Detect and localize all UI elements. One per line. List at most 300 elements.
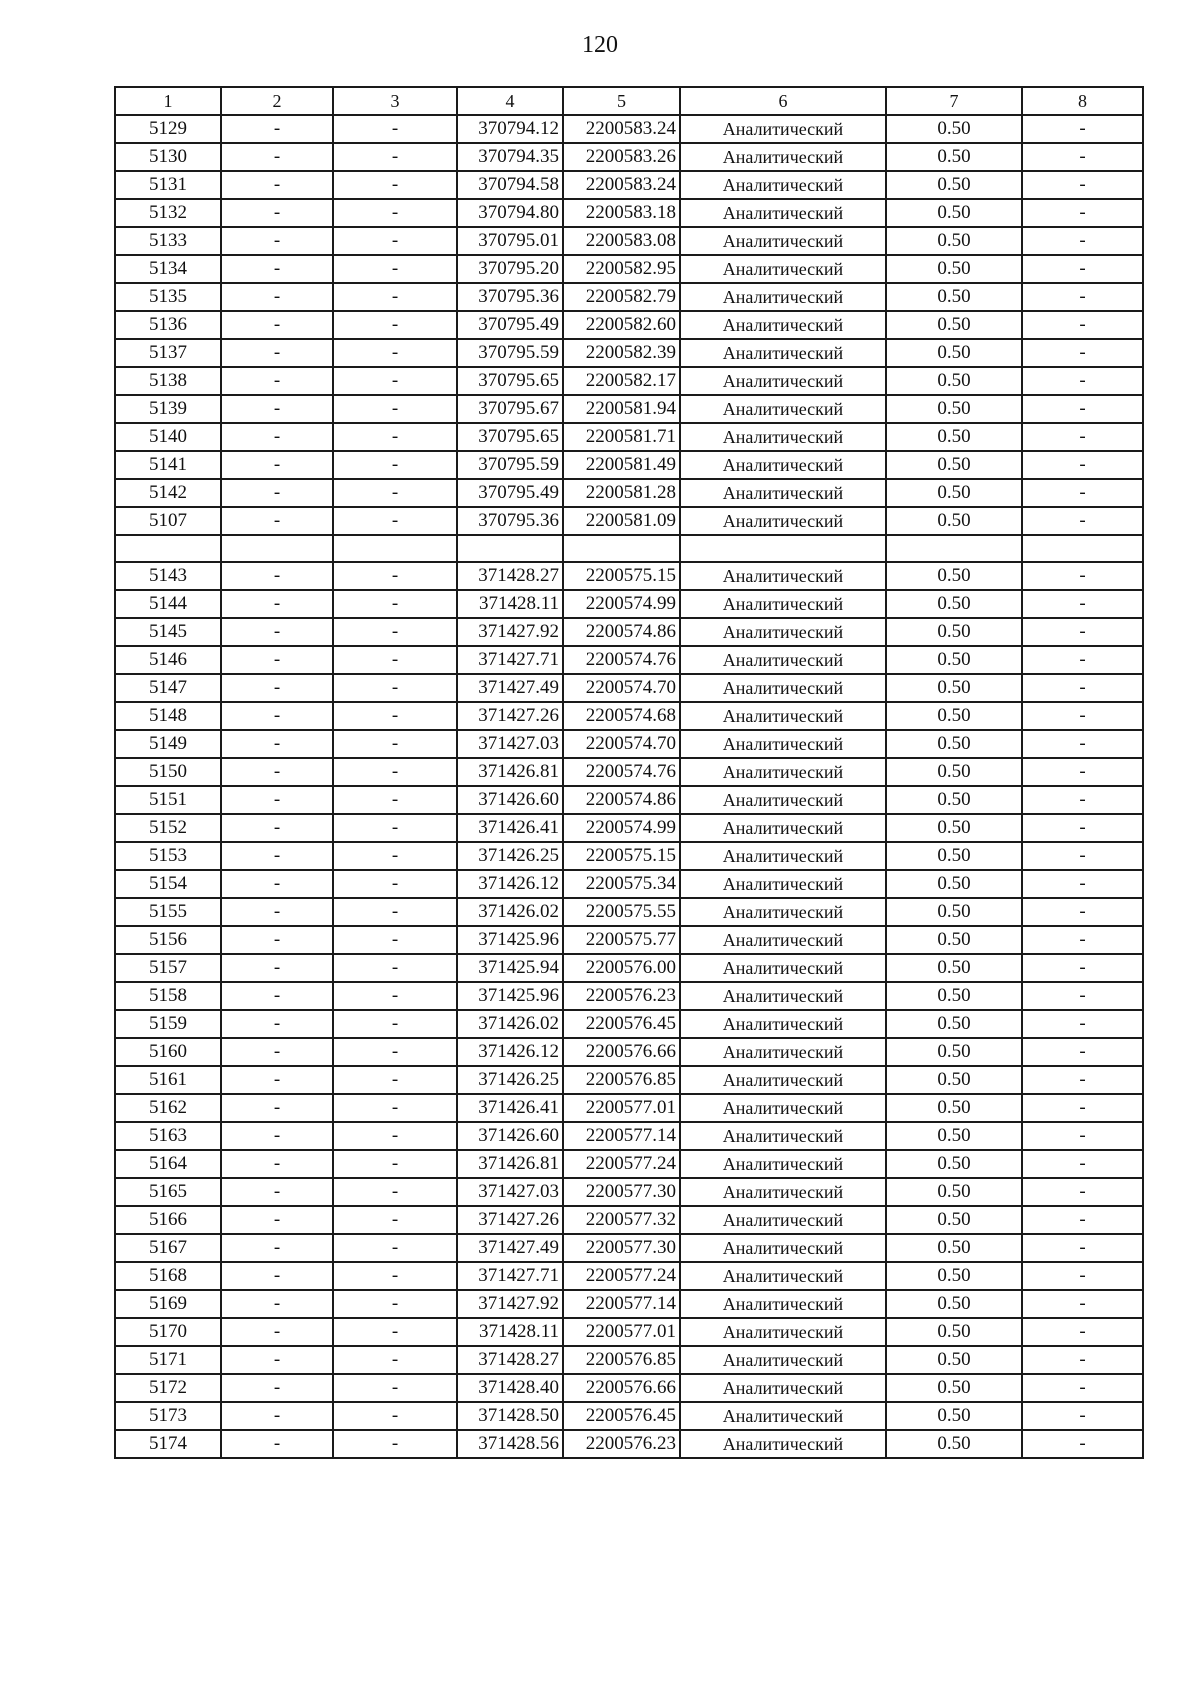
cell-col-3: - — [333, 982, 457, 1010]
cell-col-2: - — [221, 646, 333, 674]
table-row — [115, 1402, 1143, 1430]
cell-col-2: - — [221, 1346, 333, 1374]
cell-col-2: - — [221, 1066, 333, 1094]
table-row — [115, 1318, 1143, 1346]
cell-x-coordinate: 370795.59 — [457, 451, 563, 479]
cell-x-coordinate: 371428.40 — [457, 1374, 563, 1402]
cell-y-coordinate: 2200581.28 — [563, 479, 680, 507]
cell-y-coordinate: 2200576.85 — [563, 1066, 680, 1094]
table-row — [115, 115, 1143, 143]
cell-x-coordinate: 371427.71 — [457, 1262, 563, 1290]
cell-method: Аналитический — [680, 311, 886, 339]
cell-accuracy: 0.50 — [886, 758, 1022, 786]
cell-col-8: - — [1022, 1094, 1143, 1122]
cell-method: Аналитический — [680, 898, 886, 926]
cell-method: Аналитический — [680, 870, 886, 898]
cell-col-8: - — [1022, 870, 1143, 898]
cell-point-number: 5138 — [115, 367, 221, 395]
table-row — [115, 1066, 1143, 1094]
cell-col-2: - — [221, 115, 333, 143]
cell-col-3: - — [333, 730, 457, 758]
cell-x-coordinate: 371425.96 — [457, 982, 563, 1010]
cell-x-coordinate: 371427.26 — [457, 1206, 563, 1234]
cell-col-8: - — [1022, 954, 1143, 982]
cell-col-2: - — [221, 1178, 333, 1206]
cell-col-2: - — [221, 590, 333, 618]
column-header: 3 — [333, 87, 457, 115]
cell-x-coordinate: 371426.81 — [457, 758, 563, 786]
cell-point-number: 5163 — [115, 1122, 221, 1150]
cell-accuracy: 0.50 — [886, 171, 1022, 199]
cell-x-coordinate: 370795.49 — [457, 479, 563, 507]
cell-x-coordinate: 371426.60 — [457, 786, 563, 814]
cell-col-3: - — [333, 1290, 457, 1318]
cell-accuracy: 0.50 — [886, 311, 1022, 339]
cell-accuracy: 0.50 — [886, 674, 1022, 702]
cell-method: Аналитический — [680, 367, 886, 395]
cell-y-coordinate: 2200583.24 — [563, 115, 680, 143]
cell-col-8: - — [1022, 311, 1143, 339]
cell-x-coordinate: 371426.02 — [457, 1010, 563, 1038]
cell-accuracy: 0.50 — [886, 423, 1022, 451]
table-row — [115, 339, 1143, 367]
table-row — [115, 507, 1143, 535]
cell-y-coordinate: 2200583.18 — [563, 199, 680, 227]
cell-col-8: - — [1022, 562, 1143, 590]
cell-col-3: - — [333, 926, 457, 954]
cell-col-3: - — [333, 451, 457, 479]
cell-col-2: - — [221, 1430, 333, 1458]
cell-method: Аналитический — [680, 1346, 886, 1374]
cell-col-3: - — [333, 479, 457, 507]
cell-col-8: - — [1022, 255, 1143, 283]
cell-x-coordinate: 370795.36 — [457, 507, 563, 535]
cell-point-number: 5150 — [115, 758, 221, 786]
cell-x-coordinate: 371428.11 — [457, 1318, 563, 1346]
table-row — [115, 562, 1143, 590]
cell-accuracy: 0.50 — [886, 479, 1022, 507]
cell-x-coordinate: 371426.25 — [457, 842, 563, 870]
cell-col-3: - — [333, 115, 457, 143]
cell-y-coordinate: 2200576.85 — [563, 1346, 680, 1374]
column-header: 4 — [457, 87, 563, 115]
table-row — [115, 283, 1143, 311]
column-header: 6 — [680, 87, 886, 115]
table-row — [115, 898, 1143, 926]
cell-accuracy: 0.50 — [886, 590, 1022, 618]
table-row — [115, 814, 1143, 842]
cell-col-2: - — [221, 1262, 333, 1290]
cell-col-2: - — [221, 1122, 333, 1150]
cell-x-coordinate: 371426.12 — [457, 1038, 563, 1066]
cell-point-number: 5166 — [115, 1206, 221, 1234]
cell-x-coordinate: 370795.59 — [457, 339, 563, 367]
cell-x-coordinate: 371427.03 — [457, 730, 563, 758]
cell-col-8: - — [1022, 618, 1143, 646]
cell-col-8: - — [1022, 646, 1143, 674]
table-row — [115, 758, 1143, 786]
cell-x-coordinate: 371428.27 — [457, 562, 563, 590]
table-row — [115, 674, 1143, 702]
empty-cell — [563, 535, 680, 562]
table-row — [115, 1206, 1143, 1234]
cell-accuracy: 0.50 — [886, 1206, 1022, 1234]
cell-col-8: - — [1022, 674, 1143, 702]
column-header: 7 — [886, 87, 1022, 115]
cell-method: Аналитический — [680, 227, 886, 255]
cell-col-2: - — [221, 143, 333, 171]
cell-point-number: 5148 — [115, 702, 221, 730]
cell-col-8: - — [1022, 814, 1143, 842]
cell-x-coordinate: 370794.35 — [457, 143, 563, 171]
cell-x-coordinate: 371427.71 — [457, 646, 563, 674]
cell-col-3: - — [333, 870, 457, 898]
cell-y-coordinate: 2200575.34 — [563, 870, 680, 898]
cell-col-3: - — [333, 423, 457, 451]
cell-method: Аналитический — [680, 1234, 886, 1262]
cell-col-3: - — [333, 1010, 457, 1038]
table-row — [115, 1038, 1143, 1066]
cell-method: Аналитический — [680, 842, 886, 870]
cell-x-coordinate: 370795.20 — [457, 255, 563, 283]
cell-accuracy: 0.50 — [886, 1122, 1022, 1150]
cell-x-coordinate: 371425.94 — [457, 954, 563, 982]
cell-point-number: 5168 — [115, 1262, 221, 1290]
cell-col-2: - — [221, 227, 333, 255]
cell-x-coordinate: 370794.12 — [457, 115, 563, 143]
cell-x-coordinate: 370795.65 — [457, 423, 563, 451]
cell-accuracy: 0.50 — [886, 1374, 1022, 1402]
cell-col-8: - — [1022, 1206, 1143, 1234]
cell-col-2: - — [221, 395, 333, 423]
cell-col-8: - — [1022, 143, 1143, 171]
table-header-row — [115, 87, 1143, 115]
cell-method: Аналитический — [680, 954, 886, 982]
cell-accuracy: 0.50 — [886, 814, 1022, 842]
cell-point-number: 5147 — [115, 674, 221, 702]
cell-point-number: 5139 — [115, 395, 221, 423]
cell-col-2: - — [221, 451, 333, 479]
cell-col-3: - — [333, 1346, 457, 1374]
cell-method: Аналитический — [680, 646, 886, 674]
cell-y-coordinate: 2200581.09 — [563, 507, 680, 535]
cell-method: Аналитический — [680, 1178, 886, 1206]
cell-point-number: 5140 — [115, 423, 221, 451]
cell-accuracy: 0.50 — [886, 730, 1022, 758]
cell-y-coordinate: 2200583.24 — [563, 171, 680, 199]
cell-point-number: 5144 — [115, 590, 221, 618]
empty-cell — [680, 535, 886, 562]
cell-col-8: - — [1022, 395, 1143, 423]
cell-accuracy: 0.50 — [886, 1010, 1022, 1038]
cell-y-coordinate: 2200577.14 — [563, 1290, 680, 1318]
cell-point-number: 5137 — [115, 339, 221, 367]
cell-x-coordinate: 370795.49 — [457, 311, 563, 339]
cell-method: Аналитический — [680, 758, 886, 786]
cell-accuracy: 0.50 — [886, 115, 1022, 143]
cell-method: Аналитический — [680, 1402, 886, 1430]
cell-y-coordinate: 2200576.23 — [563, 1430, 680, 1458]
cell-accuracy: 0.50 — [886, 255, 1022, 283]
cell-col-8: - — [1022, 199, 1143, 227]
empty-cell — [115, 535, 221, 562]
cell-col-8: - — [1022, 339, 1143, 367]
cell-col-8: - — [1022, 227, 1143, 255]
cell-col-2: - — [221, 870, 333, 898]
cell-y-coordinate: 2200574.76 — [563, 646, 680, 674]
cell-point-number: 5133 — [115, 227, 221, 255]
cell-method: Аналитический — [680, 982, 886, 1010]
table-row — [115, 451, 1143, 479]
cell-col-2: - — [221, 1374, 333, 1402]
cell-col-3: - — [333, 367, 457, 395]
cell-point-number: 5159 — [115, 1010, 221, 1038]
cell-method: Аналитический — [680, 199, 886, 227]
cell-col-2: - — [221, 702, 333, 730]
cell-col-8: - — [1022, 926, 1143, 954]
cell-x-coordinate: 370795.67 — [457, 395, 563, 423]
cell-accuracy: 0.50 — [886, 1094, 1022, 1122]
cell-point-number: 5172 — [115, 1374, 221, 1402]
cell-accuracy: 0.50 — [886, 227, 1022, 255]
cell-point-number: 5135 — [115, 283, 221, 311]
empty-cell — [886, 535, 1022, 562]
cell-method: Аналитический — [680, 1290, 886, 1318]
cell-col-8: - — [1022, 1346, 1143, 1374]
cell-col-3: - — [333, 1262, 457, 1290]
cell-point-number: 5130 — [115, 143, 221, 171]
cell-method: Аналитический — [680, 479, 886, 507]
cell-method: Аналитический — [680, 926, 886, 954]
cell-x-coordinate: 371427.92 — [457, 1290, 563, 1318]
table-row — [115, 1010, 1143, 1038]
cell-point-number: 5149 — [115, 730, 221, 758]
cell-col-3: - — [333, 758, 457, 786]
cell-col-3: - — [333, 339, 457, 367]
cell-point-number: 5107 — [115, 507, 221, 535]
cell-method: Аналитический — [680, 395, 886, 423]
cell-col-3: - — [333, 311, 457, 339]
cell-col-3: - — [333, 1038, 457, 1066]
cell-y-coordinate: 2200581.71 — [563, 423, 680, 451]
cell-point-number: 5152 — [115, 814, 221, 842]
cell-x-coordinate: 371426.25 — [457, 1066, 563, 1094]
cell-col-3: - — [333, 1066, 457, 1094]
cell-x-coordinate: 371426.60 — [457, 1122, 563, 1150]
cell-method: Аналитический — [680, 255, 886, 283]
cell-x-coordinate: 371427.49 — [457, 1234, 563, 1262]
cell-method: Аналитический — [680, 171, 886, 199]
table-body — [115, 87, 1143, 1458]
cell-method: Аналитический — [680, 1318, 886, 1346]
cell-accuracy: 0.50 — [886, 618, 1022, 646]
cell-y-coordinate: 2200574.68 — [563, 702, 680, 730]
cell-accuracy: 0.50 — [886, 898, 1022, 926]
cell-accuracy: 0.50 — [886, 1038, 1022, 1066]
cell-col-2: - — [221, 814, 333, 842]
cell-col-3: - — [333, 227, 457, 255]
cell-col-3: - — [333, 1402, 457, 1430]
cell-col-8: - — [1022, 115, 1143, 143]
cell-col-2: - — [221, 507, 333, 535]
cell-y-coordinate: 2200577.14 — [563, 1122, 680, 1150]
cell-method: Аналитический — [680, 339, 886, 367]
cell-col-3: - — [333, 199, 457, 227]
table-row — [115, 395, 1143, 423]
cell-col-3: - — [333, 507, 457, 535]
cell-col-2: - — [221, 730, 333, 758]
cell-x-coordinate: 371426.41 — [457, 1094, 563, 1122]
cell-accuracy: 0.50 — [886, 1290, 1022, 1318]
cell-col-2: - — [221, 1038, 333, 1066]
cell-y-coordinate: 2200576.66 — [563, 1374, 680, 1402]
cell-point-number: 5129 — [115, 115, 221, 143]
cell-point-number: 5153 — [115, 842, 221, 870]
cell-col-3: - — [333, 842, 457, 870]
cell-col-8: - — [1022, 590, 1143, 618]
cell-accuracy: 0.50 — [886, 1318, 1022, 1346]
cell-accuracy: 0.50 — [886, 646, 1022, 674]
cell-method: Аналитический — [680, 618, 886, 646]
cell-y-coordinate: 2200575.55 — [563, 898, 680, 926]
cell-y-coordinate: 2200576.45 — [563, 1010, 680, 1038]
table-row — [115, 590, 1143, 618]
cell-accuracy: 0.50 — [886, 451, 1022, 479]
cell-y-coordinate: 2200582.79 — [563, 283, 680, 311]
cell-col-3: - — [333, 814, 457, 842]
table-row — [115, 954, 1143, 982]
cell-point-number: 5146 — [115, 646, 221, 674]
cell-col-8: - — [1022, 507, 1143, 535]
table-row — [115, 1150, 1143, 1178]
cell-x-coordinate: 370794.80 — [457, 199, 563, 227]
cell-method: Аналитический — [680, 1066, 886, 1094]
cell-y-coordinate: 2200577.01 — [563, 1094, 680, 1122]
cell-point-number: 5145 — [115, 618, 221, 646]
cell-x-coordinate: 371426.02 — [457, 898, 563, 926]
cell-y-coordinate: 2200574.86 — [563, 786, 680, 814]
cell-method: Аналитический — [680, 786, 886, 814]
cell-accuracy: 0.50 — [886, 982, 1022, 1010]
cell-y-coordinate: 2200582.39 — [563, 339, 680, 367]
table-row — [115, 423, 1143, 451]
cell-col-2: - — [221, 367, 333, 395]
cell-col-2: - — [221, 842, 333, 870]
cell-method: Аналитический — [680, 451, 886, 479]
cell-col-2: - — [221, 954, 333, 982]
cell-col-2: - — [221, 1094, 333, 1122]
cell-col-8: - — [1022, 758, 1143, 786]
cell-accuracy: 0.50 — [886, 339, 1022, 367]
cell-method: Аналитический — [680, 1010, 886, 1038]
table-row — [115, 171, 1143, 199]
cell-col-8: - — [1022, 1234, 1143, 1262]
cell-y-coordinate: 2200574.70 — [563, 674, 680, 702]
cell-accuracy: 0.50 — [886, 786, 1022, 814]
cell-y-coordinate: 2200574.70 — [563, 730, 680, 758]
cell-col-3: - — [333, 395, 457, 423]
cell-y-coordinate: 2200574.86 — [563, 618, 680, 646]
table-row — [115, 730, 1143, 758]
column-header: 8 — [1022, 87, 1143, 115]
cell-col-2: - — [221, 1010, 333, 1038]
cell-x-coordinate: 371428.56 — [457, 1430, 563, 1458]
cell-col-2: - — [221, 562, 333, 590]
cell-accuracy: 0.50 — [886, 143, 1022, 171]
cell-col-8: - — [1022, 982, 1143, 1010]
table-row — [115, 479, 1143, 507]
cell-col-8: - — [1022, 171, 1143, 199]
cell-y-coordinate: 2200577.24 — [563, 1150, 680, 1178]
cell-x-coordinate: 370794.58 — [457, 171, 563, 199]
column-header: 2 — [221, 87, 333, 115]
cell-method: Аналитический — [680, 730, 886, 758]
cell-accuracy: 0.50 — [886, 1346, 1022, 1374]
cell-method: Аналитический — [680, 423, 886, 451]
cell-accuracy: 0.50 — [886, 1066, 1022, 1094]
cell-x-coordinate: 371426.12 — [457, 870, 563, 898]
table-row — [115, 646, 1143, 674]
page-number: 120 — [582, 32, 618, 58]
cell-y-coordinate: 2200582.95 — [563, 255, 680, 283]
table-row — [115, 227, 1143, 255]
cell-col-2: - — [221, 1290, 333, 1318]
empty-cell — [333, 535, 457, 562]
cell-accuracy: 0.50 — [886, 283, 1022, 311]
cell-col-8: - — [1022, 1290, 1143, 1318]
table-row — [115, 199, 1143, 227]
cell-y-coordinate: 2200576.45 — [563, 1402, 680, 1430]
cell-col-8: - — [1022, 1010, 1143, 1038]
cell-accuracy: 0.50 — [886, 1178, 1022, 1206]
cell-accuracy: 0.50 — [886, 199, 1022, 227]
cell-col-8: - — [1022, 730, 1143, 758]
cell-x-coordinate: 371428.50 — [457, 1402, 563, 1430]
cell-col-3: - — [333, 1374, 457, 1402]
cell-accuracy: 0.50 — [886, 870, 1022, 898]
cell-accuracy: 0.50 — [886, 367, 1022, 395]
cell-point-number: 5164 — [115, 1150, 221, 1178]
cell-col-8: - — [1022, 1430, 1143, 1458]
cell-y-coordinate: 2200576.23 — [563, 982, 680, 1010]
cell-point-number: 5162 — [115, 1094, 221, 1122]
cell-col-8: - — [1022, 702, 1143, 730]
cell-accuracy: 0.50 — [886, 1150, 1022, 1178]
cell-accuracy: 0.50 — [886, 1402, 1022, 1430]
cell-col-3: - — [333, 1206, 457, 1234]
table-row — [115, 702, 1143, 730]
table-row — [115, 842, 1143, 870]
cell-y-coordinate: 2200582.17 — [563, 367, 680, 395]
cell-point-number: 5174 — [115, 1430, 221, 1458]
cell-method: Аналитический — [680, 283, 886, 311]
cell-col-2: - — [221, 283, 333, 311]
cell-point-number: 5142 — [115, 479, 221, 507]
table-row — [115, 1430, 1143, 1458]
empty-cell — [457, 535, 563, 562]
cell-point-number: 5171 — [115, 1346, 221, 1374]
cell-col-8: - — [1022, 1262, 1143, 1290]
cell-col-2: - — [221, 786, 333, 814]
cell-point-number: 5141 — [115, 451, 221, 479]
cell-col-8: - — [1022, 283, 1143, 311]
cell-col-2: - — [221, 926, 333, 954]
column-header: 1 — [115, 87, 221, 115]
table-row — [115, 1262, 1143, 1290]
table-row — [115, 367, 1143, 395]
cell-point-number: 5151 — [115, 786, 221, 814]
table-row — [115, 143, 1143, 171]
